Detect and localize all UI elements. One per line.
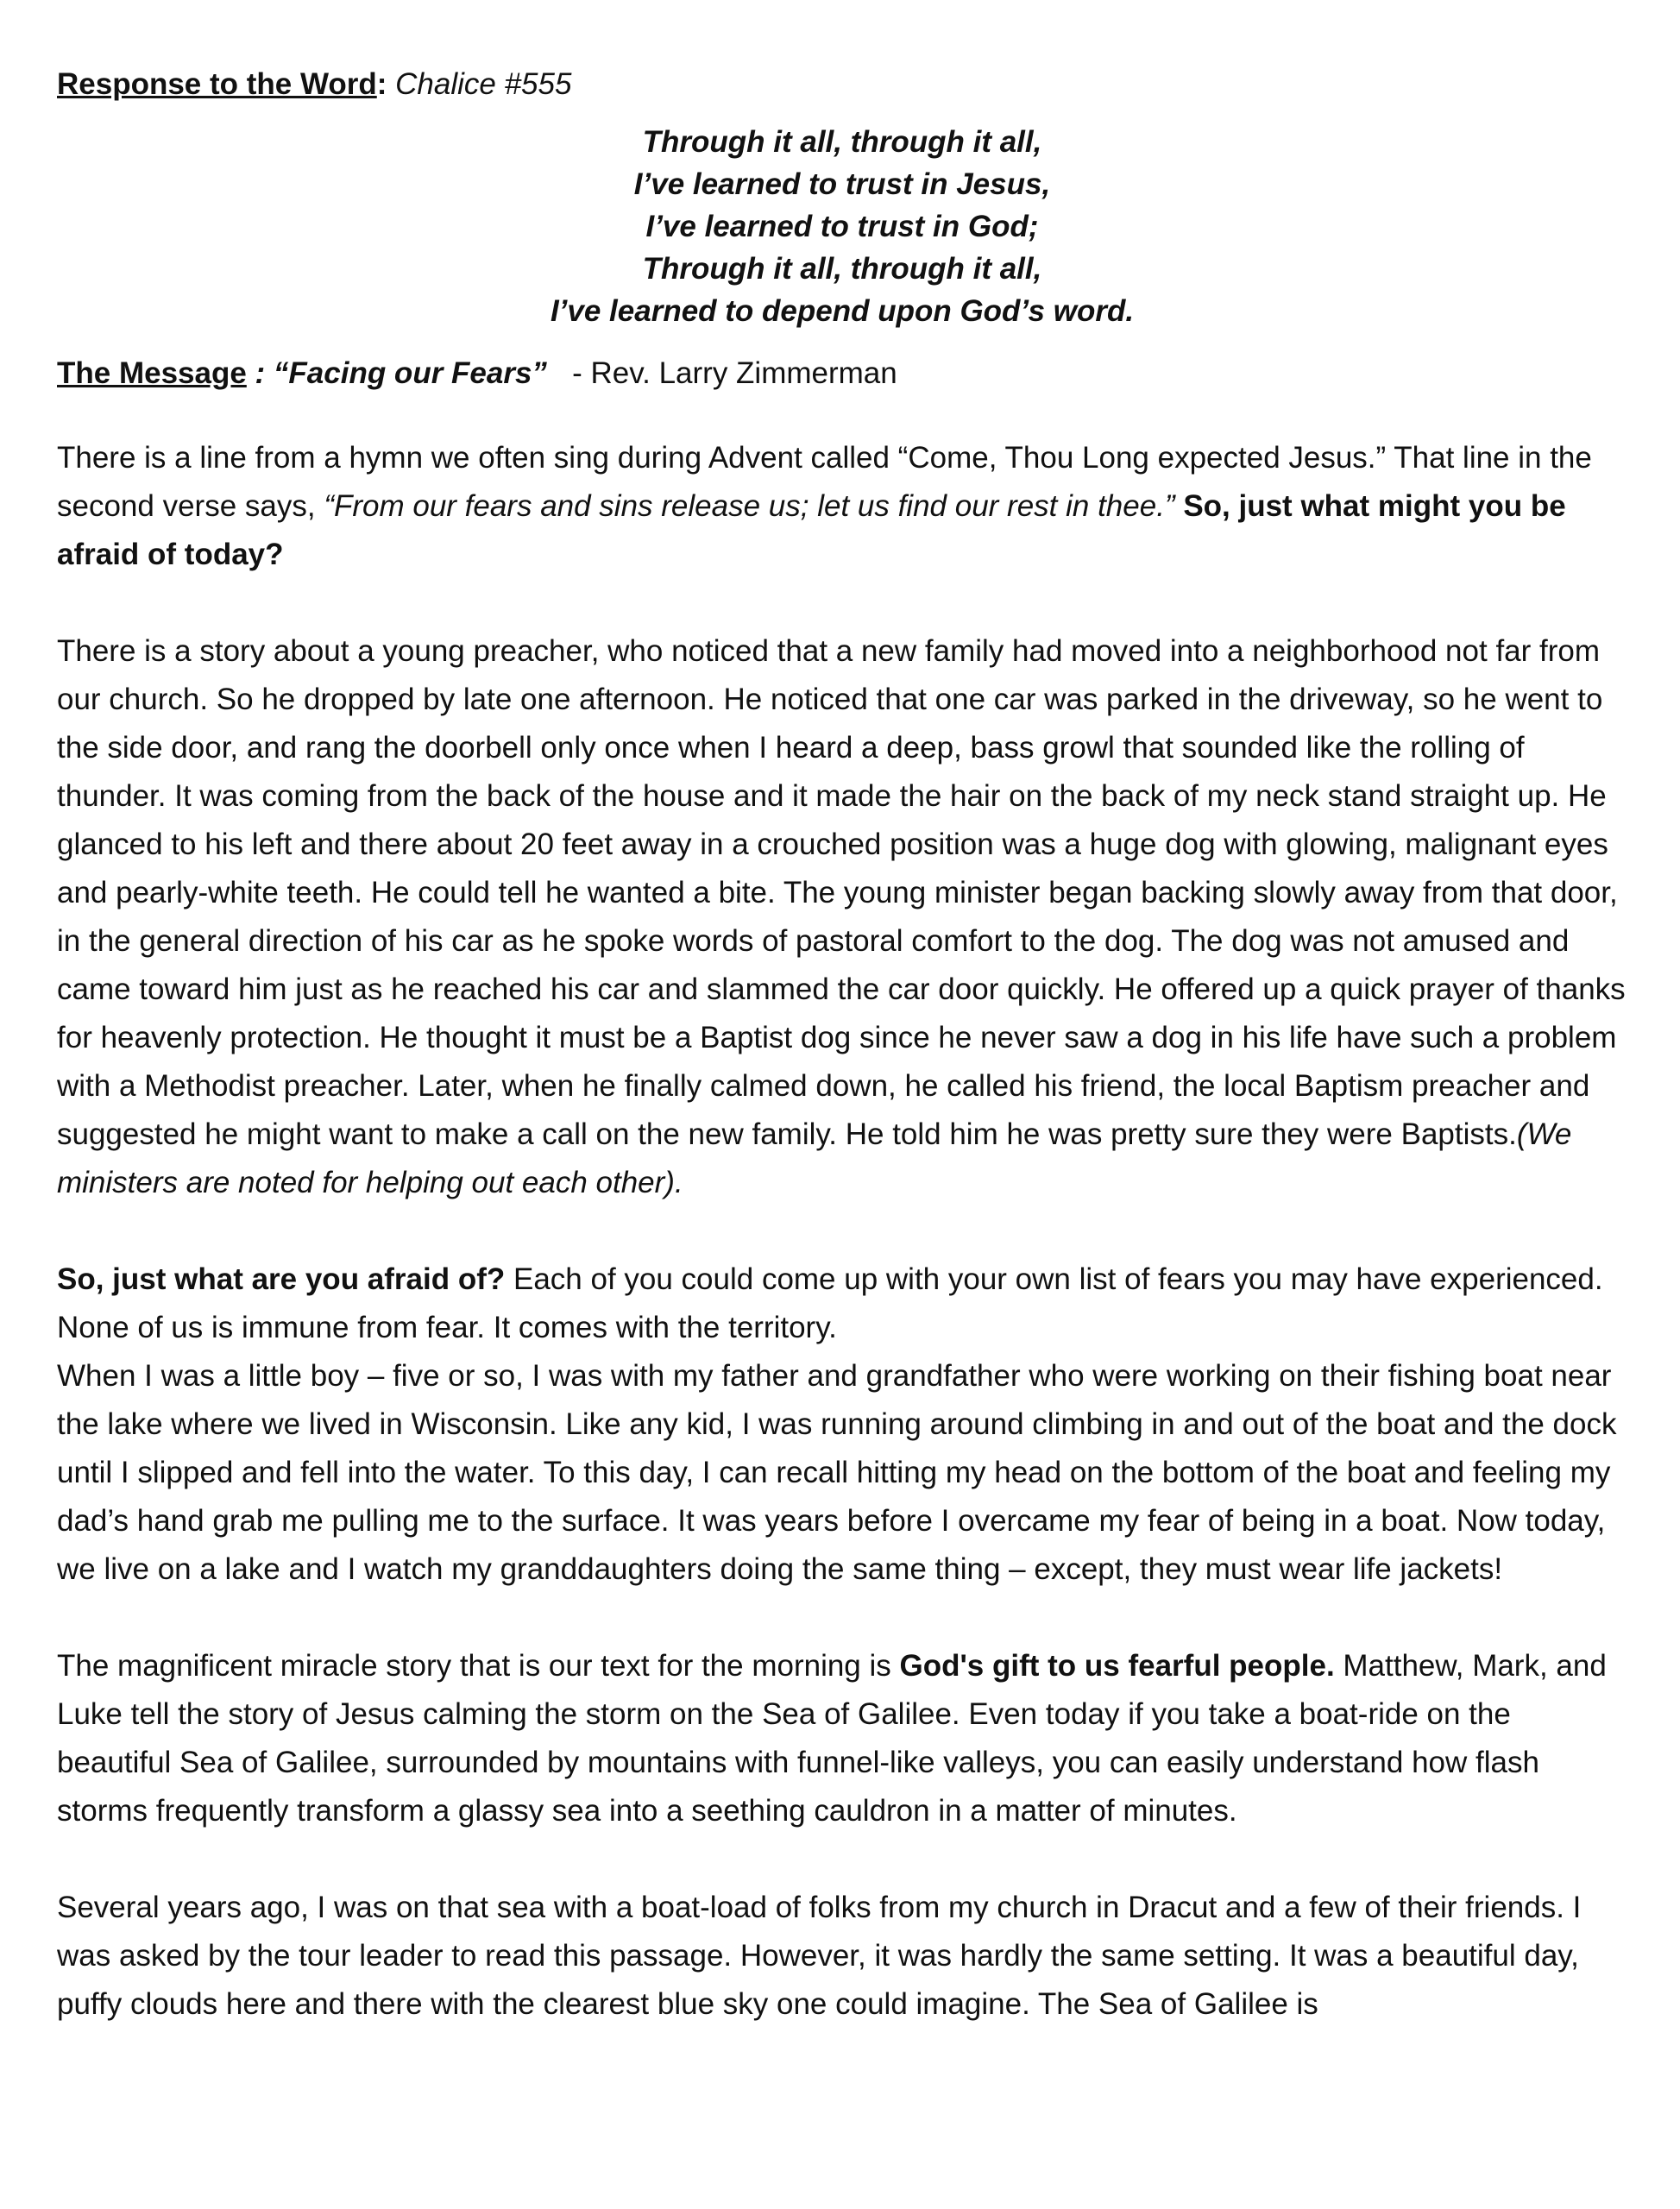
message-title: : “Facing our Fears” — [246, 356, 547, 390]
hymn-line: Through it all, through it all, — [642, 252, 1042, 286]
hymn-refrain — [57, 121, 1627, 332]
paragraph-text: When I was a little boy – five or so, I was with my father and grandfather who were working on their fishing boat near the lake where we lived in Wisconsin. Like any kid, I was running around climbing in and out of the boat and the dock until I slipped and fell into the water. To this day, I can recall hitting my head on the bottom of the boat and feeling my dad’s hand grab me pulling me to the surface. It was years before I overcame my fear of being in a boat. Now today, we live on a lake and I watch my granddaughters doing the same thing – except, they must wear life jackets! — [57, 1359, 1617, 1586]
paragraph-text: Several years ago, I was on that sea with a boat-load of folks from my church in Dracut and a few of their friends. I was asked by the tour leader to read this passage. However, it was hardly the same setting. It was a beautiful day, puffy clouds here and there with the clearest blue sky one could imagine. The Sea of Galilee is — [57, 1891, 1582, 2021]
paragraph-galilee-trip — [57, 1884, 1627, 2029]
paragraph-hymn-line — [57, 434, 1627, 579]
document-page — [57, 60, 1627, 2029]
response-reference: Chalice #555 — [387, 67, 572, 101]
paragraph-text: There is a line from a hymn we often sing during Advent called “Come, Thou Long expected Jesus.” That line in the second verse says, — [57, 441, 1592, 523]
paragraph-miracle-story — [57, 1642, 1627, 1835]
response-colon: : — [376, 67, 387, 101]
paragraph-boat-memory — [57, 1352, 1627, 1594]
message-heading — [57, 349, 1627, 398]
paragraph-preacher-story — [57, 627, 1627, 1207]
hymn-quote: “From our fears and sins release us; let us find our rest in thee.” — [324, 489, 1175, 523]
response-heading — [57, 60, 1627, 109]
hymn-line: I’ve learned to trust in God; — [645, 210, 1039, 243]
emphasis-question: So, just what are you afraid of? — [57, 1262, 506, 1296]
emphasis-question: So, just what might you be afraid of today? — [57, 489, 1566, 571]
paragraph-text: The magnificent miracle story that is our text for the morning is — [57, 1649, 900, 1683]
paragraph-text: There is a story about a young preacher, who noticed that a new family had moved into a neighborhood not far from our church. So he dropped by late one afternoon. He noticed that one car was parked in the driveway, so he went to the side door, and rang the doorbell only once when I heard a deep, bass growl that sounded like the rolling of thunder. It was coming from the back of the house and it made the hair on the back of my neck stand straight up. He glanced to his left and there about 20 feet away in a crouched position was a huge dog with glowing, malignant eyes and pearly-white teeth. He could tell he wanted a bite. The young minister began backing slowly away from that door, in the general direction of his car as he spoke words of pastoral comfort to the dog. The dog was not amused and came toward him just as he reached his car and slammed the car door quickly. He offered up a quick prayer of thanks for heavenly protection. He thought it must be a Baptist dog since he never saw a dog in his life have such a problem with a Methodist preacher. Later, when he finally calmed down, he called his friend, the local Baptism preacher and suggested he might want to make a call on the new family. He told him he was pretty sure they were Baptists. — [57, 634, 1626, 1151]
message-author: - Rev. Larry Zimmerman — [546, 356, 897, 390]
hymn-line: I’ve learned to depend upon God’s word. — [550, 294, 1135, 328]
hymn-line: I’ve learned to trust in Jesus, — [633, 167, 1051, 201]
paragraph-afraid-question — [57, 1256, 1627, 1352]
paragraph-text: Matthew, Mark, and Luke tell the story of Jesus calming the storm on the Sea of Galilee. Even today if you take a boat-ride on the beautiful Sea of Galilee, surrounded by mountains with funnel-like valleys, you can easily understand how flash storms frequently transform a glassy sea into a seething cauldron in a matter of minutes. — [57, 1649, 1607, 1828]
emphasis-phrase: God's gift to us fearful people. — [899, 1649, 1335, 1683]
paragraph-text: Each of you could come up with your own list of fears you may have experienced. None of us is immune from fear. It comes with the territory. — [57, 1262, 1603, 1344]
response-label: Response to the Word — [57, 67, 377, 101]
message-label: The Message — [57, 356, 247, 390]
aside-note: (We ministers are noted for helping out each other). — [57, 1117, 1572, 1199]
hymn-line: Through it all, through it all, — [642, 125, 1042, 159]
